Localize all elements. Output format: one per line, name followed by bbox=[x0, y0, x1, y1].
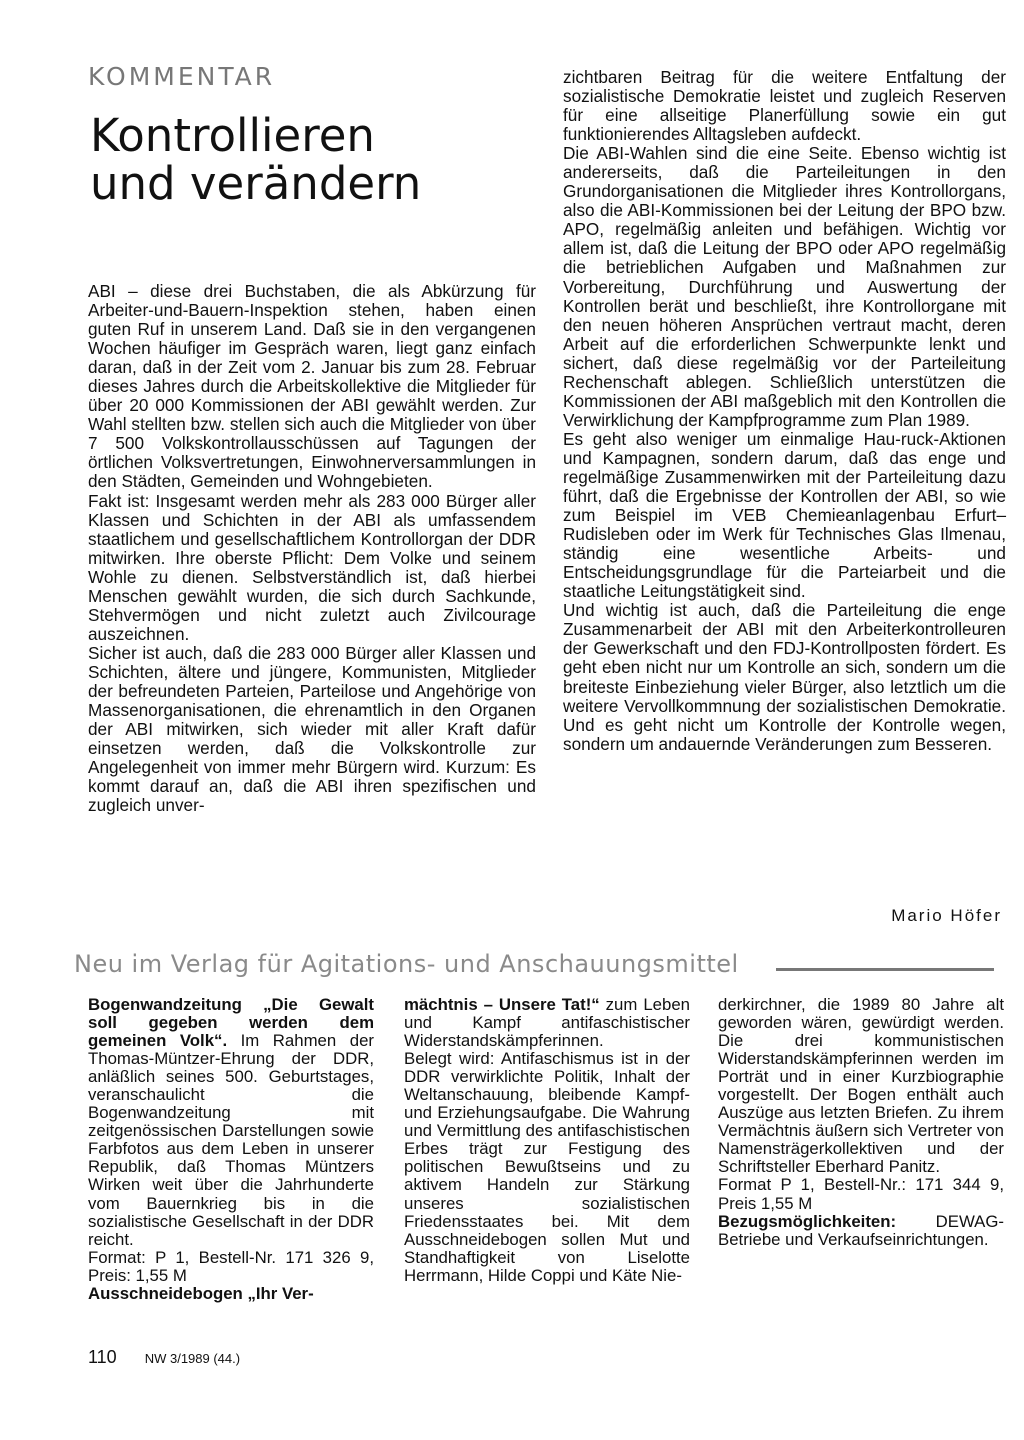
product-description bbox=[404, 996, 690, 1050]
kicker: KOMMENTAR bbox=[88, 62, 276, 91]
author-name: Mario Höfer bbox=[891, 906, 1002, 925]
section-divider-rule bbox=[776, 968, 994, 971]
product-text: Belegt wird: Antifaschismus ist in der DDR verwirklichte Politik, Inhalt der Weltanschauung, bleibende Kampf- und Erziehungsaufgabe. Die Wahrung und Vermittlung des antifaschistischen Erbes trägt zur Festigung des politischen Bewußtseins und zu aktivem Handeln zur Stärkung unseres sozialistischen Friedensstaates bei. Mit dem Ausschneidebogen sollen Mut und Standhaftigkeit von Liselotte Herrmann, Hilde Coppi und Käte Nie- bbox=[404, 1049, 690, 1285]
article-paragraph: zichtbaren Beitrag für die weitere Entfaltung der sozialistische Demokratie leistet und zugleich Reserven für eine allseitige Planerfüllung sowie ein gut funktionierendes Alltagsleben aufdeckt. bbox=[563, 67, 1006, 145]
headline-line-1: Kontrollieren bbox=[90, 109, 375, 162]
availability-text: DEWAG-Betriebe und Verkaufseinrichtungen. bbox=[718, 1211, 1004, 1249]
product-title: Ausschneidebogen „Ihr Ver- bbox=[88, 1283, 314, 1303]
product-title: Bogenwandzeitung „Die Gewalt soll gegeben werden dem gemeinen Volk“. bbox=[88, 995, 374, 1051]
product-format: Format P 1, Bestell-Nr.: 171 344 9, Preis 1,55 M bbox=[718, 1175, 1004, 1213]
headline-line-2: und verändern bbox=[90, 157, 422, 210]
publisher-column-1 bbox=[88, 996, 374, 1303]
product-text: Im Rahmen der Thomas-Müntzer-Ehrung der DDR, anläßlich seines 500. Geburtstages, veranschaulicht die Bogenwandzeitung mit zeitgenössischen Darstellungen sowie Farbfotos aus dem Leben in unserer Republik, daß Thomas Müntzers Wirken weit über die Jahrhunderte vom Bauernkrieg bis in die sozialistische Gesellschaft in der DDR reicht. bbox=[88, 1031, 374, 1249]
article-paragraph: ABI – diese drei Buchstaben, die als Abkürzung für Arbeiter-und-Bauern-Inspektion stehen, haben einen guten Ruf in unserem Land. Daß sie in den vergangenen Wochen häufiger im Gespräch waren, liegt ganz einfach daran, daß in der Zeit vom 2. Januar bis zum 28. Februar dieses Jahres durch die Arbeitskollektive die Mitglieder für über 20 000 Kommissionen der ABI gewählt werden. Zur Wahl stellten bzw. stellen sich auch die Mitglieder von über 7 500 Volkskontrollausschüssen auf Tagungen der örtlichen Volksvertretungen, Einwohnerversammlungen in den Städten, Gemeinden und Wohngebieten. bbox=[88, 281, 536, 492]
publisher-section-title: Neu im Verlag für Agitations- und Anschauungsmittel bbox=[74, 950, 739, 978]
product-text: derkirchner, die 1989 80 Jahre alt geworden wären, gewürdigt werden. Die drei kommunistischen Widerstandskämpferinnen werden im Porträt und in einer Kurzbiographie vorgestellt. Der Bogen enthält auch Auszüge aus letzten Briefen. Zu ihrem Vermächtnis äußern sich Vertreter von Namensträgerkollektiven und der Schriftsteller Eberhard Panitz. bbox=[718, 995, 1004, 1177]
product-title: mächtnis – Unsere Tat!“ bbox=[404, 995, 600, 1014]
issue-label: NW 3/1989 (44.) bbox=[144, 1351, 241, 1366]
product-text: zum Leben und Kampf antifaschistischer Widerstandskämpferinnen. bbox=[404, 995, 690, 1051]
availability-note bbox=[718, 1213, 1004, 1249]
publisher-column-2 bbox=[404, 996, 690, 1285]
article-paragraph: Die ABI-Wahlen sind die eine Seite. Ebenso wichtig ist andererseits, daß die Parteileitungen in den Grundorganisationen die Mitglieder ihres Kontrollorgans, also die ABI-Kommissionen bei der Leitung der BPO bzw. APO, regelmäßig anleiten und befähigen. Wichtig vor allem ist, daß die Leitung der BPO oder APO regelmäßig die betrieblichen Aufgaben und Maßnahmen zur Vorbereitung, Durchführung und Auswertung der Kontrollen berät und beschließt, ihre Kontrollorgane mit den neuen höheren Ansprüchen vertraut macht, deren Arbeit auf die erforderlichen Schwerpunkte lenkt und sichert, daß diese regelmäßig vor der Parteileitung Rechenschaft ablegen. Schließlich unterstützen die Kommissionen der ABI maßgeblich mit den Kontrollen die Verwirklichung der Kampfprogramme zum Plan 1989. bbox=[563, 143, 1006, 430]
publisher-column-3 bbox=[718, 996, 1004, 1249]
article-left-column bbox=[88, 282, 536, 815]
article-right-column bbox=[563, 68, 1006, 754]
article-paragraph: Und wichtig ist auch, daß die Parteileitung die enge Zusammenarbeit der ABI mit den Arbeiterkontrolleuren der Gewerkschaft und den FDJ-Kontrollposten fördert. Es geht eben nicht nur um Kontrolle an sich, sondern um die breiteste Einbeziehung vieler Bürger, also letztlich um die weitere Vervollkommnung der sozialistischen Demokratie. Und es geht nicht um Kontrolle der Kontrolle wegen, sondern um andauernde Veränderungen zum Besseren. bbox=[563, 600, 1006, 754]
headline bbox=[90, 109, 530, 210]
product-format: Format: P 1, Bestell-Nr. 171 326 9, Preis: 1,55 M bbox=[88, 1247, 374, 1285]
page-number: 110 bbox=[88, 1347, 117, 1367]
product-description bbox=[88, 1285, 374, 1303]
article-paragraph: Sicher ist auch, daß die 283 000 Bürger aller Klassen und Schichten, ältere und jüngere, Kommunisten, Mitglieder der befreundeten Parteien, Parteilose und Angehörige von Massenorganisationen, die ehrenamtlich in den Organen der ABI mitwirken, sich wieder mit aller Kraft dafür einsetzen werden, daß die Volkskontrolle zur Angelegenheit von immer mehr Bürgern wird. Kurzum: Es kommt darauf an, daß die ABI ihren spezifischen und zugleich unver- bbox=[88, 642, 536, 816]
availability-label: Bezugsmöglichkeiten: bbox=[718, 1211, 897, 1231]
page-footer bbox=[88, 1347, 240, 1368]
product-description bbox=[88, 996, 374, 1249]
article-paragraph: Fakt ist: Insgesamt werden mehr als 283 000 Bürger aller Klassen und Schichten in der ABI als umfassendem staatlichem und gesellschaftlichem Kontrollorgan der DDR mitwirken. Ihre oberste Pflicht: Dem Volke und seinem Wohle zu dienen. Selbstverständlich ist, daß hierbei Menschen gewählt wurden, die sich durch Sachkunde, Stehvermögen und nicht zuletzt auch Zivilcourage auszeichnen. bbox=[88, 490, 536, 644]
article-paragraph: Es geht also weniger um einmalige Hau-ruck-Aktionen und Kampagnen, sondern darum, daß das enge und regelmäßige Zusammenwirken mit der Parteileitung dazu führt, daß die Ergebnisse der Kontrollen der ABI, so wie zum Beispiel im VEB Chemieanlagenbau Erfurt–Rudisleben oder im Werk für Technisches Glas Ilmenau, ständig eine wesentliche Arbeits- und Entscheidungsgrundlage für die Parteiarbeit und die staatliche Leitungstätigkeit sind. bbox=[563, 428, 1006, 602]
